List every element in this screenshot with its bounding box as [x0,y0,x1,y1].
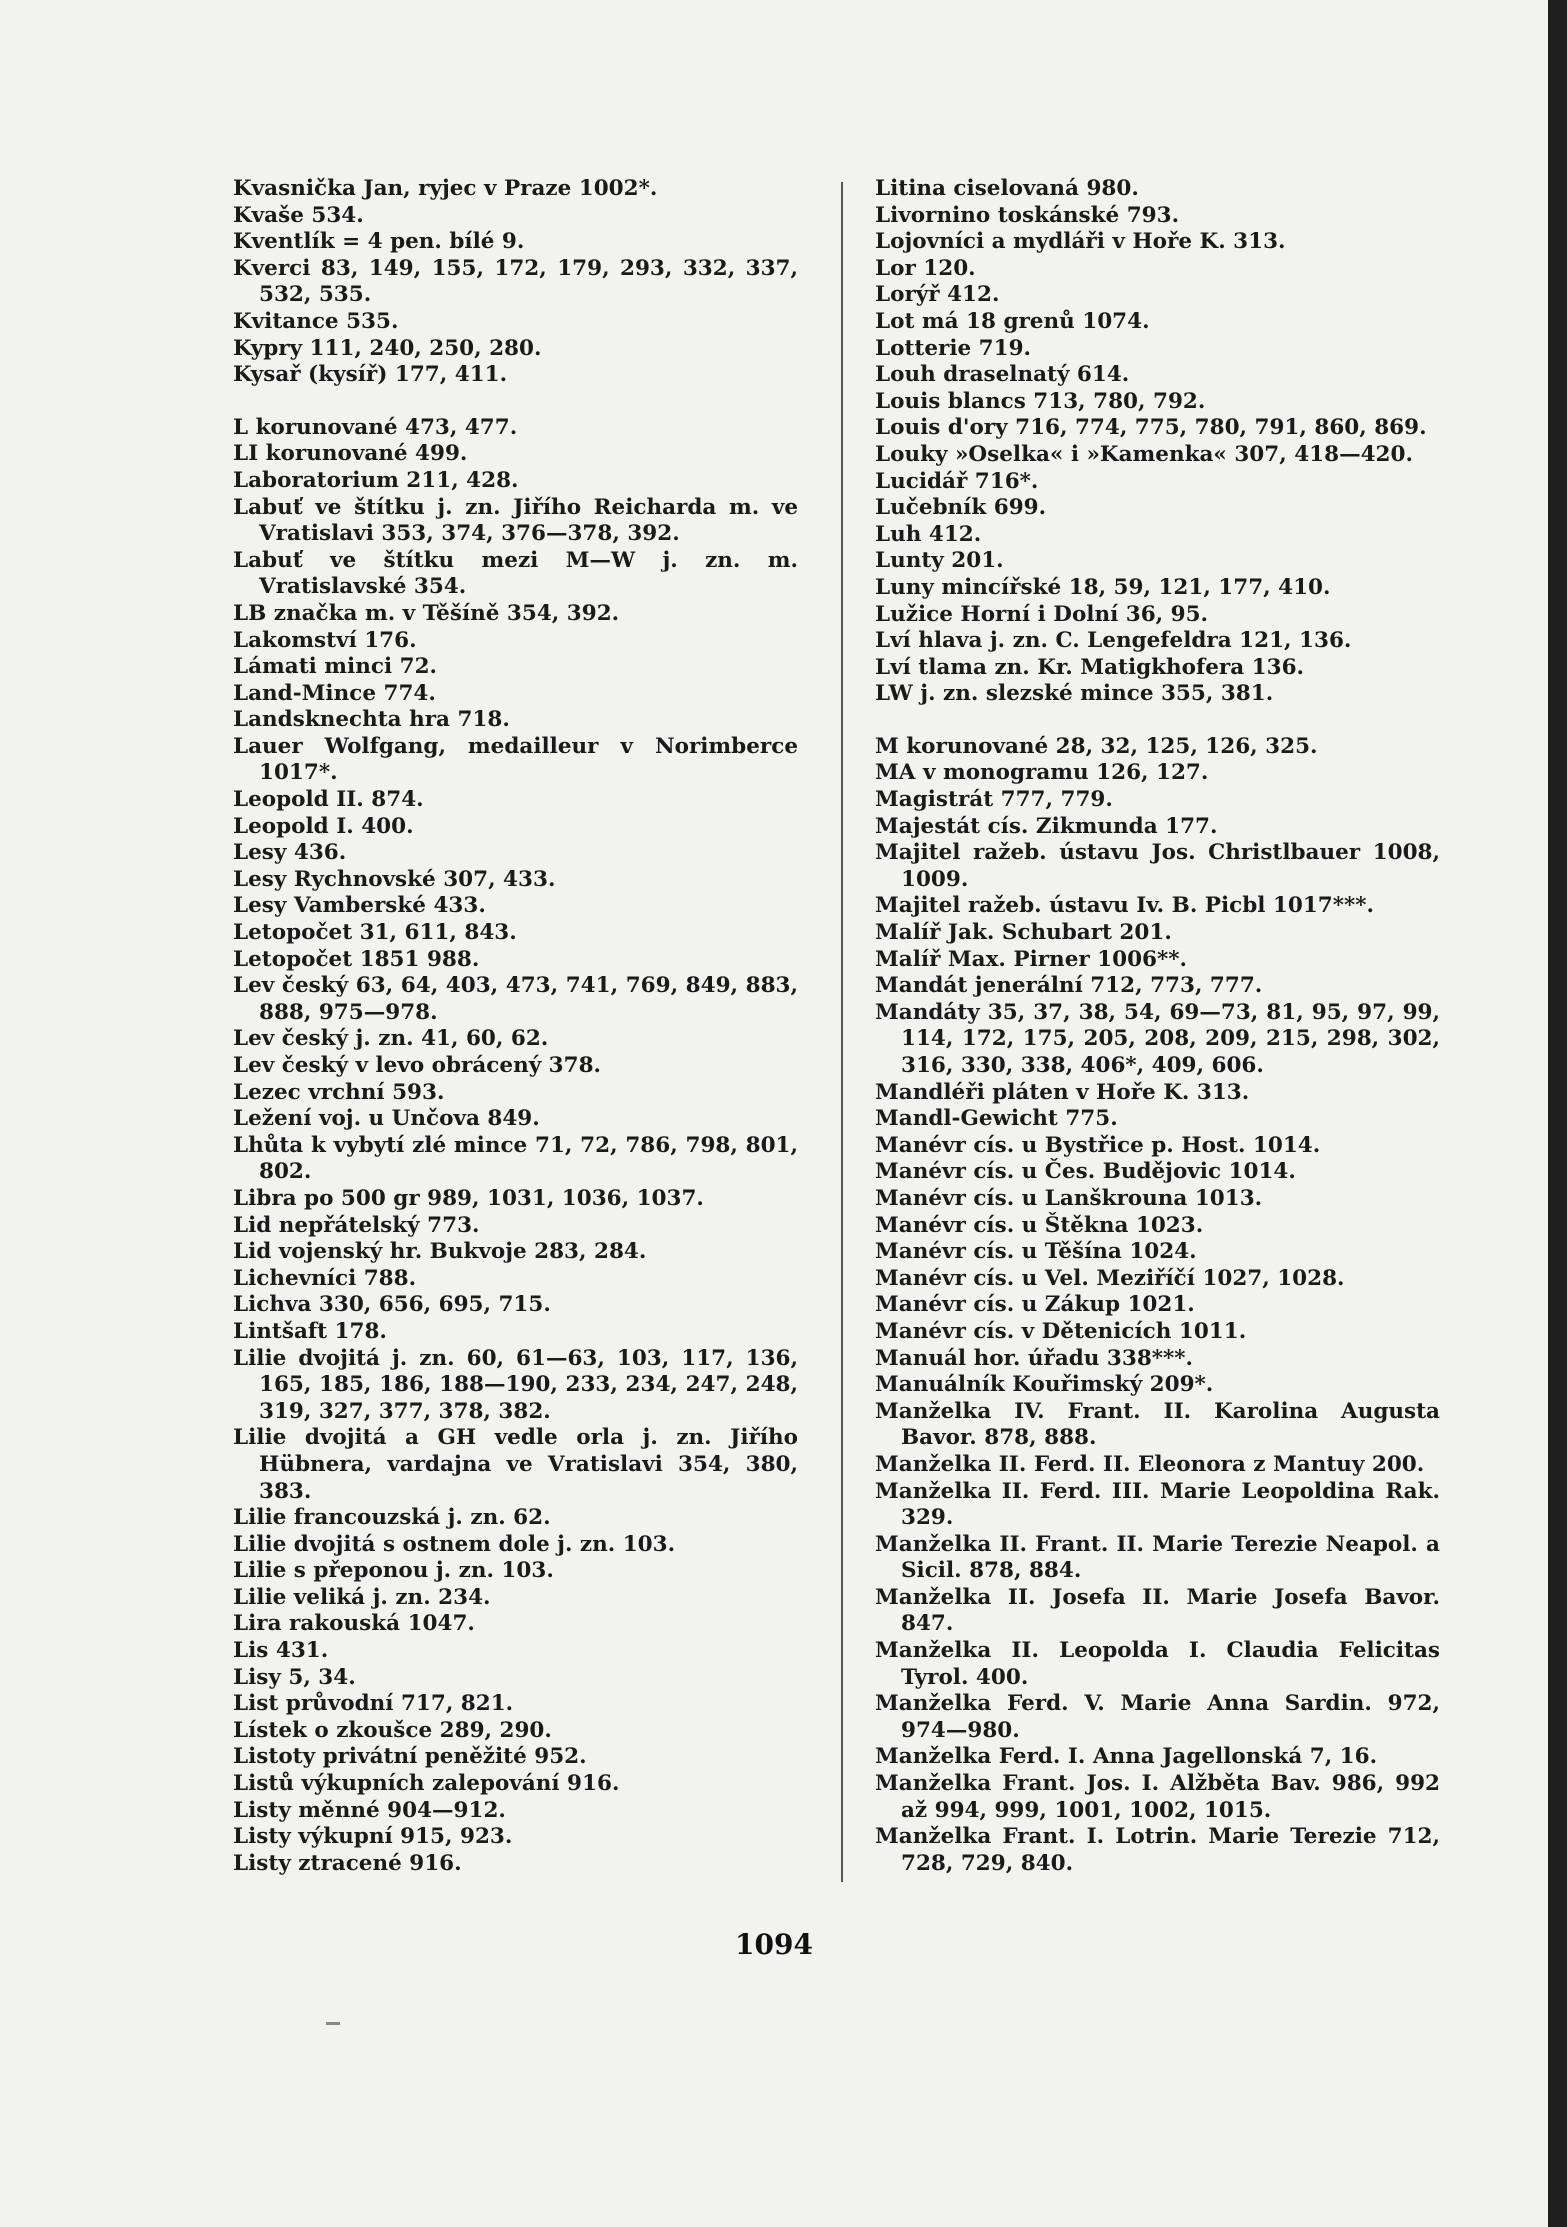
index-entry: M korunované 28, 32, 125, 126, 325. [875,733,1318,759]
index-entry: List průvodní 717, 821. [233,1691,514,1717]
index-entry: Kvaše 534. [233,202,364,228]
index-entry: Manželka II. Ferd. II. Eleonora z Mantuy 200. [875,1451,1425,1477]
index-entry: Mandát jenerální 712, 773, 777. [875,973,1263,999]
index-entry: Mandáty 35, 37, 38, 54, 69—73, 81, 95, 97, 99, 114, 172, 175, 205, 208, 209, 215, 298, 302, 316, 330, 338, 406*, 409, 606. [875,999,1440,1078]
index-entry: Laboratorium 211, 428. [233,467,519,493]
index-entry: Kvitance 535. [233,308,399,334]
index-entry: Lví tlama zn. Kr. Matigkhofera 136. [875,654,1305,680]
index-entry: Listoty privátní peněžité 952. [233,1744,587,1770]
index-entry: Manévr cís. u Těšína 1024. [875,1239,1197,1265]
index-entry: Manévr cís. u Čes. Budějovic 1014. [875,1159,1296,1185]
print-speck [326,2022,340,2025]
index-entry: Manželka II. Ferd. III. Marie Leopoldina Rak. 329. [875,1478,1440,1531]
index-entry: Lilie dvojitá a GH vedle orla j. zn. Jiřího Hübnera, vardajna ve Vratislavi 354, 380, 383. [233,1425,798,1504]
index-entry: Lichva 330, 656, 695, 715. [233,1292,551,1318]
index-entry: Kysař (kysíř) 177, 411. [233,362,508,388]
index-entry: Lor 120. [875,255,976,281]
index-entry: Lid nepřátelský 773. [233,1212,480,1238]
index-entry: Louis blancs 713, 780, 792. [875,388,1206,414]
column-divider [841,182,843,1882]
index-entry: Lis 431. [233,1638,329,1664]
index-entry: Manévr cís. u Vel. Meziříčí 1027, 1028. [875,1265,1345,1291]
page-number: 1094 [735,1928,813,1961]
index-entry: Lev český 63, 64, 403, 473, 741, 769, 849, 883, 888, 975—978. [233,973,798,1025]
index-entry: Listy ztracené 916. [233,1850,462,1876]
index-entry: Lid vojenský hr. Bukvoje 283, 284. [233,1239,647,1265]
index-entry: Louis d'ory 716, 774, 775, 780, 791, 860, 869. [875,415,1427,441]
index-entry: Kypry 111, 240, 250, 280. [233,335,542,361]
index-entry: Lhůta k vybytí zlé mince 71, 72, 786, 798, 801, 802. [233,1132,798,1185]
index-entry: Louky »Oselka« i »Kamenka« 307, 418—420. [875,441,1413,467]
index-entry: Lilie s přeponou j. zn. 103. [233,1558,554,1584]
index-entry: Kverci 83, 149, 155, 172, 179, 293, 332, 337, 532, 535. [233,255,798,308]
index-entry: Luny mincířské 18, 59, 121, 177, 410. [875,574,1331,600]
index-entry: Lisy 5, 34. [233,1664,356,1690]
index-entry: Manévr cís. v Dětenicích 1011. [875,1318,1247,1344]
index-entry: Manévr cís. u Lanškrouna 1013. [875,1185,1263,1211]
index-entry: Lira rakouská 1047. [233,1611,475,1637]
index-entry: Lezec vrchní 593. [233,1079,445,1105]
index-entry: Lilie veliká j. zn. 234. [233,1584,491,1610]
index-entry: Leopold I. 400. [233,813,414,839]
index-entry: LB značka m. v Těšíně 354, 392. [233,600,620,626]
index-entry: Lámati minci 72. [233,654,438,680]
index-entry: Lesy Rychnovské 307, 433. [233,866,556,892]
index-entry: Mandléři pláten v Hoře K. 313. [875,1079,1250,1105]
index-entry: Manželka Ferd. V. Marie Anna Sardin. 972, 974—980. [875,1691,1440,1743]
index-entry: Lev český j. zn. 41, 60, 62. [233,1026,549,1052]
index-entry: Lví hlava j. zn. C. Lengefeldra 121, 136. [875,628,1352,654]
index-entry: Manželka IV. Frant. II. Karolina Augusta Bavor. 878, 888. [875,1398,1440,1451]
index-entry: LW j. zn. slezské mince 355, 381. [875,681,1274,707]
index-entry: Libra po 500 gr 989, 1031, 1036, 1037. [233,1185,704,1211]
index-column-right [875,176,1440,1877]
index-entry: Lužice Horní i Dolní 36, 95. [875,601,1209,627]
index-entry: Landsknechta hra 718. [233,707,510,733]
index-entry: Lauer Wolfgang, medailleur v Norimberce 1017*. [233,733,798,786]
index-entry: L korunované 473, 477. [233,414,518,440]
index-entry: Land-Mince 774. [233,680,436,706]
index-entry: Lintšaft 178. [233,1318,387,1344]
index-entry: Listy měnné 904—912. [233,1797,506,1823]
index-entry: Manuálník Kouřimský 209*. [875,1372,1214,1398]
index-entry: Ležení voj. u Unčova 849. [233,1106,540,1132]
section-gap [233,389,798,415]
index-entry: Lesy 436. [233,840,347,866]
index-entry: Manželka Frant. I. Lotrin. Marie Terezie 712, 728, 729, 840. [875,1824,1440,1876]
index-entry: Majestát cís. Zikmunda 177. [875,813,1218,839]
index-entry: Majitel ražeb. ústavu Iv. B. Picbl 1017***. [875,893,1374,919]
section-gap [875,708,1440,734]
index-entry: Mandl-Gewicht 775. [875,1106,1118,1132]
index-entry: Lot má 18 grenů 1074. [875,308,1150,334]
index-entry: Kvasnička Jan, ryjec v Praze 1002*. [233,176,658,201]
index-entry: Lorýř 412. [875,282,1000,308]
index-entry: Lístek o zkoušce 289, 290. [233,1717,552,1743]
index-entry: Manévr cís. u Bystřice p. Host. 1014. [875,1132,1321,1158]
index-entry: Letopočet 31, 611, 843. [233,920,517,946]
index-entry: Luh 412. [875,521,982,547]
index-entry: Lotterie 719. [875,335,1032,361]
index-entry: Manželka Ferd. I. Anna Jagellonská 7, 16. [875,1744,1378,1770]
index-entry: Lesy Vamberské 433. [233,893,486,919]
index-entry: Louh draselnatý 614. [875,362,1130,388]
index-entry: Kventlík = 4 pen. bílé 9. [233,229,525,255]
index-entry: Majitel ražeb. ústavu Jos. Christlbauer 1008, 1009. [875,840,1440,892]
index-entry: Lilie dvojitá j. zn. 60, 61—63, 103, 117, 136, 165, 185, 186, 188—190, 233, 234, 247, 248, 319, 327, 377, 378, 382. [233,1345,798,1424]
index-entry: Lichevníci 788. [233,1265,417,1291]
index-entry: Letopočet 1851 988. [233,946,480,972]
index-entry: Labuť ve štítku j. zn. Jiřího Reicharda m. ve Vratislavi 353, 374, 376—378, 392. [233,494,798,547]
index-entry: LI korunované 499. [233,441,468,467]
index-entry: Lučebník 699. [875,495,1047,521]
index-entry: Labuť ve štítku mezi M—W j. zn. m. Vratislavské 354. [233,547,798,600]
index-entry: Listů výkupních zalepování 916. [233,1771,620,1797]
index-entry: Manželka II. Leopolda I. Claudia Felicitas Tyrol. 400. [875,1638,1440,1690]
index-entry: Lojovníci a mydláři v Hoře K. 313. [875,229,1286,255]
index-entry: Litina ciselovaná 980. [875,176,1139,201]
index-entry: Livornino toskánské 793. [875,202,1180,228]
index-entry: Listy výkupní 915, 923. [233,1824,513,1850]
index-entry: Malíř Jak. Schubart 201. [875,920,1172,946]
index-entry: Manželka II. Frant. II. Marie Terezie Neapol. a Sicil. 878, 884. [875,1531,1440,1584]
index-entry: Leopold II. 874. [233,787,424,813]
index-entry: Lunty 201. [875,548,1004,574]
index-entry: Lucidář 716*. [875,468,1039,494]
index-column-left [233,176,798,1877]
index-entry: Magistrát 777, 779. [875,787,1113,813]
index-entry: MA v monogramu 126, 127. [875,760,1209,786]
index-entry: Manévr cís. u Zákup 1021. [875,1292,1195,1318]
index-entry: Malíř Max. Pirner 1006**. [875,946,1187,972]
index-entry: Lev český v levo obrácený 378. [233,1053,602,1078]
index-entry: Lilie dvojitá s ostnem dole j. zn. 103. [233,1531,676,1557]
index-entry: Manévr cís. u Štěkna 1023. [875,1212,1204,1238]
index-entry: Lakomství 176. [233,627,417,653]
index-entry: Lilie francouzská j. zn. 62. [233,1505,551,1531]
index-entry: Manželka II. Josefa II. Marie Josefa Bavor. 847. [875,1584,1440,1637]
index-entry: Manuál hor. úřadu 338***. [875,1345,1194,1371]
scan-edge [1548,0,1567,2227]
index-entry: Manželka Frant. Jos. I. Alžběta Bav. 986, 992 až 994, 999, 1001, 1002, 1015. [875,1771,1440,1823]
